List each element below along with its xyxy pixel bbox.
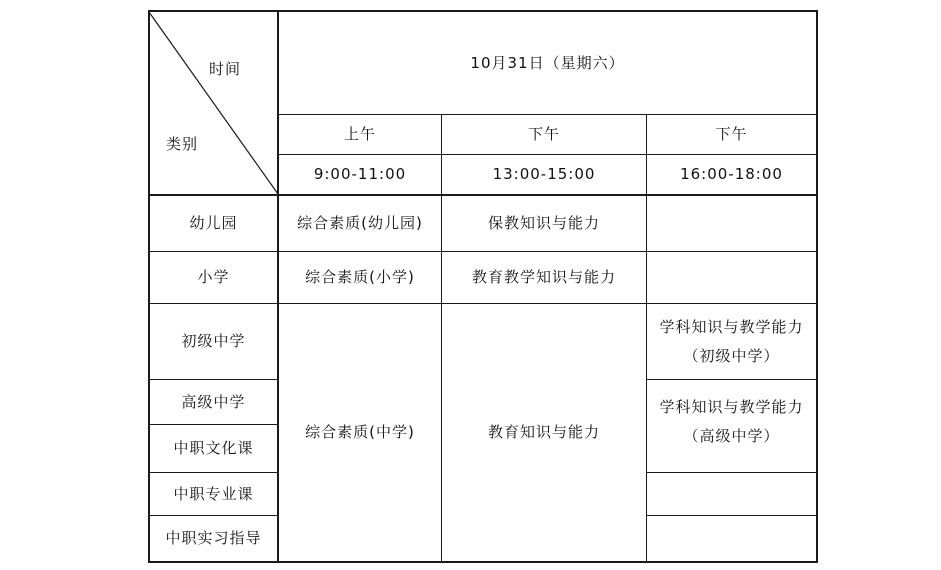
junior-session-3-line2: （初级中学）	[683, 346, 780, 365]
primary-session-2: 教育教学知识与能力	[471, 268, 616, 286]
border-bottom	[148, 561, 818, 563]
middle-session-1: 综合素质(中学)	[305, 423, 415, 441]
senior-session-3-line1: 学科知识与教学能力	[659, 398, 804, 416]
kindergarten-session-2: 保教知识与能力	[487, 214, 600, 232]
category-vocational-culture: 中职文化课	[173, 439, 254, 457]
senior-session-3-line2: （高级中学）	[683, 427, 780, 445]
middle-session-2: 教育知识与能力	[487, 423, 600, 441]
date-header: 10月31日（星期六）	[470, 53, 625, 72]
session-3-period: 下午	[715, 125, 748, 143]
junior-session-3-line1: 学科知识与教学能力	[659, 317, 804, 336]
primary-session-1: 综合素质(小学)	[305, 268, 415, 286]
category-vocational-practice: 中职实习指导	[165, 529, 262, 547]
kindergarten-session-1: 综合素质(幼儿园)	[297, 214, 423, 232]
senior-session-3	[647, 380, 816, 472]
category-kindergarten: 幼儿园	[189, 214, 238, 232]
junior-session-3	[647, 304, 816, 379]
corner-time-label: 时间	[208, 59, 241, 78]
session-3-time: 16:00-18:00	[680, 165, 783, 183]
category-vocational-major: 中职专业课	[173, 484, 254, 503]
rule-below-senior-s3	[646, 472, 817, 473]
session-2-period: 下午	[527, 125, 560, 143]
category-senior-middle: 高级中学	[181, 392, 246, 411]
rule-below-vmajor-s3	[646, 515, 817, 516]
session-1-time: 9:00-11:00	[313, 165, 407, 183]
session-1-period: 上午	[343, 125, 376, 143]
category-junior-middle: 初级中学	[181, 332, 246, 350]
category-primary: 小学	[197, 268, 230, 286]
corner-category-label: 类别	[165, 134, 198, 153]
border-right	[816, 10, 818, 563]
session-2-time: 13:00-15:00	[492, 165, 596, 183]
